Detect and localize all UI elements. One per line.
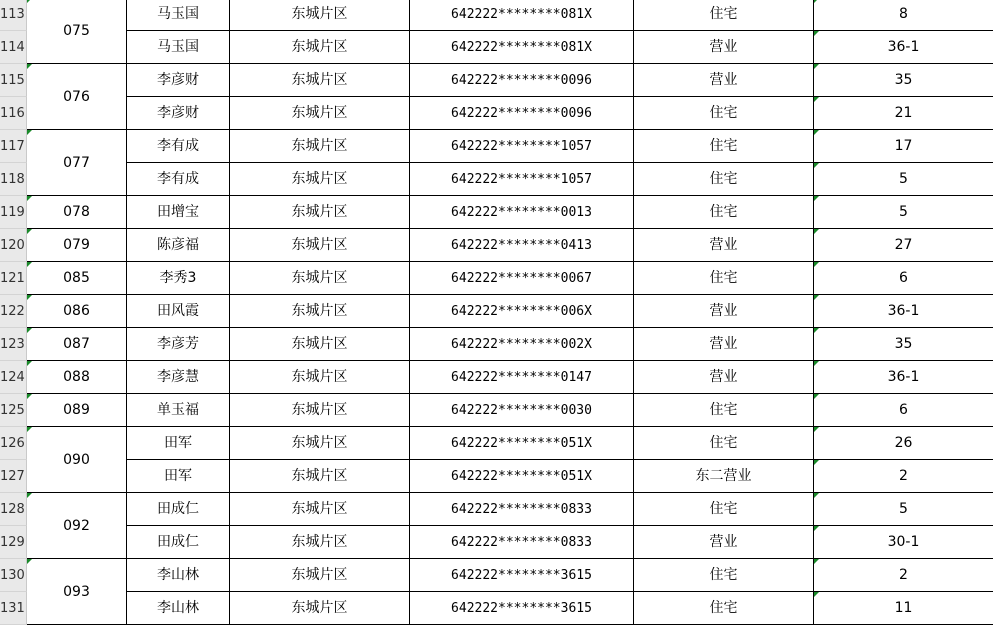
area-cell-text: 东城片区 <box>291 171 348 187</box>
table-row <box>0 163 993 196</box>
usage-type-cell-text: 住宅 <box>709 138 738 154</box>
area-cell-text: 东城片区 <box>291 237 348 253</box>
name-cell[interactable] <box>127 427 230 460</box>
merged-code-cell[interactable] <box>27 262 127 295</box>
id-number-cell-text: 642222********0013 <box>451 205 592 220</box>
id-number-cell-text: 642222********3615 <box>451 601 592 616</box>
id-number-cell[interactable] <box>410 460 634 493</box>
usage-type-cell[interactable] <box>634 394 814 427</box>
value-cell[interactable] <box>814 361 993 394</box>
id-number-cell[interactable] <box>410 31 634 64</box>
merged-code-cell[interactable] <box>27 0 127 64</box>
code-text: 087 <box>63 336 90 352</box>
table-row <box>0 592 993 625</box>
area-cell-text: 东城片区 <box>291 501 348 517</box>
merged-code-cell[interactable] <box>27 64 127 130</box>
name-cell-text: 田增宝 <box>157 204 199 220</box>
id-number-cell-text: 642222********0413 <box>451 238 592 253</box>
table-row <box>0 493 993 526</box>
name-cell[interactable] <box>127 328 230 361</box>
row-header[interactable]: 125 <box>0 394 27 427</box>
area-cell[interactable] <box>230 295 410 328</box>
usage-type-cell-text: 营业 <box>709 39 738 55</box>
name-cell-text: 李山林 <box>157 567 199 583</box>
name-cell-text: 李彦财 <box>157 105 199 121</box>
usage-type-cell-text: 住宅 <box>709 402 738 418</box>
area-cell-text: 东城片区 <box>291 402 348 418</box>
name-cell[interactable] <box>127 262 230 295</box>
area-cell[interactable] <box>230 493 410 526</box>
value-cell[interactable] <box>814 559 993 592</box>
number-as-text-indicator-icon <box>814 0 819 3</box>
value-cell-text: 8 <box>899 6 908 22</box>
value-cell[interactable] <box>814 328 993 361</box>
id-number-cell-text: 642222********0833 <box>451 535 592 550</box>
number-as-text-indicator-icon <box>27 229 32 234</box>
usage-type-cell-text: 营业 <box>709 237 738 253</box>
id-number-cell-text: 642222********081X <box>451 40 592 55</box>
value-cell-text: 26 <box>894 435 913 451</box>
area-cell-text: 东城片区 <box>291 72 348 88</box>
id-number-cell-text: 642222********002X <box>451 337 592 352</box>
name-cell[interactable] <box>127 163 230 196</box>
usage-type-cell[interactable] <box>634 0 814 31</box>
area-cell-text: 东城片区 <box>291 204 348 220</box>
name-cell[interactable] <box>127 196 230 229</box>
name-cell[interactable] <box>127 361 230 394</box>
id-number-cell[interactable] <box>410 361 634 394</box>
table-row <box>0 97 993 130</box>
area-cell-text: 东城片区 <box>291 369 348 385</box>
usage-type-cell[interactable] <box>634 97 814 130</box>
id-number-cell[interactable] <box>410 526 634 559</box>
table-row <box>0 361 993 394</box>
name-cell-text: 李秀3 <box>159 270 197 286</box>
name-cell[interactable] <box>127 130 230 163</box>
value-cell-text: 2 <box>899 567 908 583</box>
number-as-text-indicator-icon <box>814 31 819 36</box>
usage-type-cell-text: 营业 <box>709 534 738 550</box>
usage-type-cell-text: 营业 <box>709 336 738 352</box>
table-row <box>0 526 993 559</box>
area-cell-text: 东城片区 <box>291 534 348 550</box>
usage-type-cell[interactable] <box>634 262 814 295</box>
usage-type-cell-text: 住宅 <box>709 270 738 286</box>
usage-type-cell[interactable] <box>634 427 814 460</box>
value-cell[interactable] <box>814 295 993 328</box>
value-cell-text: 36-1 <box>887 369 920 385</box>
id-number-cell-text: 642222********0833 <box>451 502 592 517</box>
name-cell[interactable] <box>127 64 230 97</box>
row-header[interactable]: 122 <box>0 295 27 328</box>
name-cell-text: 李山林 <box>157 600 199 616</box>
name-cell[interactable] <box>127 592 230 625</box>
value-cell-text: 36-1 <box>887 303 920 319</box>
value-cell[interactable] <box>814 427 993 460</box>
usage-type-cell[interactable] <box>634 328 814 361</box>
number-as-text-indicator-icon <box>814 130 819 135</box>
value-cell[interactable] <box>814 130 993 163</box>
name-cell[interactable] <box>127 493 230 526</box>
area-cell[interactable] <box>230 130 410 163</box>
table-row <box>0 262 993 295</box>
id-number-cell[interactable] <box>410 0 634 31</box>
number-as-text-indicator-icon <box>814 97 819 102</box>
id-number-cell[interactable] <box>410 229 634 262</box>
number-as-text-indicator-icon <box>27 394 32 399</box>
value-cell[interactable] <box>814 460 993 493</box>
area-cell[interactable] <box>230 592 410 625</box>
value-cell-text: 5 <box>899 204 908 220</box>
number-as-text-indicator-icon <box>814 64 819 69</box>
value-cell[interactable] <box>814 196 993 229</box>
usage-type-cell[interactable] <box>634 64 814 97</box>
name-cell-text: 田风霞 <box>157 303 199 319</box>
number-as-text-indicator-icon <box>814 592 819 597</box>
table-row <box>0 295 993 328</box>
number-as-text-indicator-icon <box>27 262 32 267</box>
usage-type-cell-text: 东二营业 <box>695 468 752 484</box>
usage-type-cell-text: 住宅 <box>709 171 738 187</box>
area-cell[interactable] <box>230 262 410 295</box>
row-header[interactable]: 127 <box>0 460 27 493</box>
id-number-cell-text: 642222********081X <box>451 7 592 22</box>
usage-type-cell-text: 营业 <box>709 72 738 88</box>
code-text: 085 <box>63 270 90 286</box>
value-cell-text: 5 <box>899 171 908 187</box>
id-number-cell-text: 642222********1057 <box>451 139 592 154</box>
value-cell-text: 6 <box>899 402 908 418</box>
name-cell[interactable] <box>127 229 230 262</box>
code-text: 093 <box>63 583 90 600</box>
name-cell-text: 田成仁 <box>157 534 199 550</box>
table-row <box>0 196 993 229</box>
value-cell-text: 35 <box>894 336 913 352</box>
id-number-cell-text: 642222********006X <box>451 304 592 319</box>
merged-code-cell[interactable] <box>27 493 127 559</box>
value-cell[interactable] <box>814 592 993 625</box>
code-text: 088 <box>63 369 90 385</box>
area-cell-text: 东城片区 <box>291 435 348 451</box>
name-cell[interactable] <box>127 0 230 31</box>
table-row <box>0 328 993 361</box>
value-cell[interactable] <box>814 163 993 196</box>
id-number-cell[interactable] <box>410 559 634 592</box>
usage-type-cell[interactable] <box>634 31 814 64</box>
number-as-text-indicator-icon <box>814 559 819 564</box>
usage-type-cell-text: 营业 <box>709 303 738 319</box>
id-number-cell-text: 642222********0067 <box>451 271 592 286</box>
id-number-cell-text: 642222********051X <box>451 436 592 451</box>
row-header[interactable]: 121 <box>0 262 27 295</box>
value-cell-text: 5 <box>899 501 908 517</box>
number-as-text-indicator-icon <box>27 196 32 201</box>
area-cell[interactable] <box>230 163 410 196</box>
usage-type-cell-text: 住宅 <box>709 600 738 616</box>
area-cell[interactable] <box>230 196 410 229</box>
usage-type-cell[interactable] <box>634 592 814 625</box>
merged-code-cell[interactable] <box>27 130 127 196</box>
value-cell[interactable] <box>814 526 993 559</box>
code-text: 090 <box>63 451 90 468</box>
id-number-cell[interactable] <box>410 196 634 229</box>
code-text: 079 <box>63 237 90 253</box>
number-as-text-indicator-icon <box>814 427 819 432</box>
row-header[interactable]: 124 <box>0 361 27 394</box>
merged-code-cell[interactable] <box>27 196 127 229</box>
number-as-text-indicator-icon <box>814 163 819 168</box>
table-row <box>0 0 993 31</box>
id-number-cell[interactable] <box>410 130 634 163</box>
id-number-cell-text: 642222********0096 <box>451 106 592 121</box>
merged-code-cell[interactable] <box>27 361 127 394</box>
number-as-text-indicator-icon <box>814 196 819 201</box>
code-text: 077 <box>63 154 90 171</box>
number-as-text-indicator-icon <box>814 295 819 300</box>
area-cell-text: 东城片区 <box>291 567 348 583</box>
number-as-text-indicator-icon <box>27 493 32 498</box>
value-cell[interactable] <box>814 97 993 130</box>
row-header[interactable]: 116 <box>0 97 27 130</box>
usage-type-cell[interactable] <box>634 493 814 526</box>
area-cell[interactable] <box>230 361 410 394</box>
usage-type-cell[interactable] <box>634 559 814 592</box>
area-cell[interactable] <box>230 526 410 559</box>
area-cell-text: 东城片区 <box>291 600 348 616</box>
table-row <box>0 559 993 592</box>
row-header[interactable]: 119 <box>0 196 27 229</box>
row-header[interactable]: 131 <box>0 592 27 625</box>
name-cell-text: 陈彦福 <box>157 237 199 253</box>
usage-type-cell-text: 住宅 <box>709 204 738 220</box>
value-cell[interactable] <box>814 262 993 295</box>
row-header[interactable]: 115 <box>0 64 27 97</box>
merged-code-cell[interactable] <box>27 559 127 625</box>
number-as-text-indicator-icon <box>814 361 819 366</box>
value-cell-text: 30-1 <box>887 534 920 550</box>
area-cell[interactable] <box>230 328 410 361</box>
area-cell[interactable] <box>230 427 410 460</box>
table-row <box>0 427 993 460</box>
row-header[interactable]: 130 <box>0 559 27 592</box>
name-cell-text: 田成仁 <box>157 501 199 517</box>
value-cell[interactable] <box>814 394 993 427</box>
row-header[interactable]: 126 <box>0 427 27 460</box>
area-cell-text: 东城片区 <box>291 303 348 319</box>
area-cell[interactable] <box>230 64 410 97</box>
number-as-text-indicator-icon <box>27 328 32 333</box>
code-text: 089 <box>63 402 90 418</box>
usage-type-cell[interactable] <box>634 295 814 328</box>
number-as-text-indicator-icon <box>814 262 819 267</box>
row-header[interactable]: 117 <box>0 130 27 163</box>
table-row <box>0 31 993 64</box>
number-as-text-indicator-icon <box>27 64 32 69</box>
area-cell-text: 东城片区 <box>291 39 348 55</box>
usage-type-cell-text: 住宅 <box>709 435 738 451</box>
id-number-cell[interactable] <box>410 64 634 97</box>
value-cell-text: 35 <box>894 72 913 88</box>
name-cell[interactable] <box>127 97 230 130</box>
name-cell-text: 李有成 <box>157 171 199 187</box>
value-cell-text: 27 <box>894 237 913 253</box>
value-cell-text: 21 <box>894 105 913 121</box>
row-header[interactable]: 128 <box>0 493 27 526</box>
name-cell-text: 马玉国 <box>157 39 199 55</box>
id-number-cell-text: 642222********051X <box>451 469 592 484</box>
id-number-cell[interactable] <box>410 295 634 328</box>
area-cell-text: 东城片区 <box>291 105 348 121</box>
number-as-text-indicator-icon <box>27 130 32 135</box>
number-as-text-indicator-icon <box>27 427 32 432</box>
number-as-text-indicator-icon <box>814 394 819 399</box>
name-cell-text: 田军 <box>164 435 192 451</box>
row-header[interactable]: 123 <box>0 328 27 361</box>
code-text: 075 <box>63 22 90 39</box>
number-as-text-indicator-icon <box>814 229 819 234</box>
id-number-cell[interactable] <box>410 493 634 526</box>
usage-type-cell-text: 住宅 <box>709 567 738 583</box>
value-cell-text: 11 <box>894 600 913 616</box>
number-as-text-indicator-icon <box>814 526 819 531</box>
area-cell-text: 东城片区 <box>291 468 348 484</box>
name-cell[interactable] <box>127 460 230 493</box>
name-cell[interactable] <box>127 559 230 592</box>
merged-code-cell[interactable] <box>27 295 127 328</box>
name-cell-text: 李有成 <box>157 138 199 154</box>
area-cell-text: 东城片区 <box>291 270 348 286</box>
value-cell[interactable] <box>814 229 993 262</box>
row-header[interactable]: 120 <box>0 229 27 262</box>
usage-type-cell[interactable] <box>634 460 814 493</box>
area-cell-text: 东城片区 <box>291 336 348 352</box>
area-cell[interactable] <box>230 97 410 130</box>
usage-type-cell-text: 营业 <box>709 369 738 385</box>
name-cell[interactable] <box>127 526 230 559</box>
usage-type-cell-text: 住宅 <box>709 501 738 517</box>
id-number-cell[interactable] <box>410 592 634 625</box>
value-cell[interactable] <box>814 0 993 31</box>
id-number-cell[interactable] <box>410 394 634 427</box>
number-as-text-indicator-icon <box>814 493 819 498</box>
id-number-cell[interactable] <box>410 163 634 196</box>
number-as-text-indicator-icon <box>27 361 32 366</box>
id-number-cell-text: 642222********3615 <box>451 568 592 583</box>
id-number-cell-text: 642222********0147 <box>451 370 592 385</box>
value-cell[interactable] <box>814 493 993 526</box>
id-number-cell-text: 642222********0030 <box>451 403 592 418</box>
area-cell[interactable] <box>230 31 410 64</box>
merged-code-cell[interactable] <box>27 328 127 361</box>
row-header[interactable]: 118 <box>0 163 27 196</box>
name-cell-text: 李彦慧 <box>157 369 199 385</box>
value-cell-text: 17 <box>894 138 913 154</box>
usage-type-cell-text: 住宅 <box>709 105 738 121</box>
name-cell[interactable] <box>127 394 230 427</box>
area-cell[interactable] <box>230 460 410 493</box>
usage-type-cell[interactable] <box>634 229 814 262</box>
name-cell[interactable] <box>127 31 230 64</box>
code-text: 086 <box>63 303 90 319</box>
id-number-cell-text: 642222********1057 <box>451 172 592 187</box>
code-text: 078 <box>63 204 90 220</box>
number-as-text-indicator-icon <box>27 0 32 3</box>
table-row <box>0 229 993 262</box>
table-row <box>0 394 993 427</box>
area-cell[interactable] <box>230 394 410 427</box>
id-number-cell[interactable] <box>410 97 634 130</box>
id-number-cell[interactable] <box>410 262 634 295</box>
number-as-text-indicator-icon <box>814 328 819 333</box>
id-number-cell-text: 642222********0096 <box>451 73 592 88</box>
usage-type-cell[interactable] <box>634 526 814 559</box>
merged-code-cell[interactable] <box>27 427 127 493</box>
merged-code-cell[interactable] <box>27 394 127 427</box>
value-cell-text: 36-1 <box>887 39 920 55</box>
name-cell-text: 田军 <box>164 468 192 484</box>
usage-type-cell[interactable] <box>634 163 814 196</box>
value-cell[interactable] <box>814 31 993 64</box>
area-cell-text: 东城片区 <box>291 6 348 22</box>
row-header[interactable]: 114 <box>0 31 27 64</box>
table-row <box>0 64 993 97</box>
name-cell[interactable] <box>127 295 230 328</box>
name-cell-text: 李彦芳 <box>157 336 199 352</box>
usage-type-cell[interactable] <box>634 196 814 229</box>
usage-type-cell-text: 住宅 <box>709 6 738 22</box>
value-cell-text: 2 <box>899 468 908 484</box>
number-as-text-indicator-icon <box>27 559 32 564</box>
row-header[interactable]: 129 <box>0 526 27 559</box>
name-cell-text: 马玉国 <box>157 6 199 22</box>
value-cell-text: 6 <box>899 270 908 286</box>
value-cell[interactable] <box>814 64 993 97</box>
name-cell-text: 单玉福 <box>157 402 199 418</box>
table-row <box>0 130 993 163</box>
table-row <box>0 460 993 493</box>
merged-code-cell[interactable] <box>27 229 127 262</box>
number-as-text-indicator-icon <box>814 460 819 465</box>
number-as-text-indicator-icon <box>27 295 32 300</box>
usage-type-cell[interactable] <box>634 130 814 163</box>
usage-type-cell[interactable] <box>634 361 814 394</box>
code-text: 076 <box>63 88 90 105</box>
area-cell[interactable] <box>230 229 410 262</box>
area-cell[interactable] <box>230 559 410 592</box>
area-cell[interactable] <box>230 0 410 31</box>
code-text: 092 <box>63 517 90 534</box>
id-number-cell[interactable] <box>410 427 634 460</box>
id-number-cell[interactable] <box>410 328 634 361</box>
row-header[interactable]: 113 <box>0 0 27 31</box>
area-cell-text: 东城片区 <box>291 138 348 154</box>
name-cell-text: 李彦财 <box>157 72 199 88</box>
